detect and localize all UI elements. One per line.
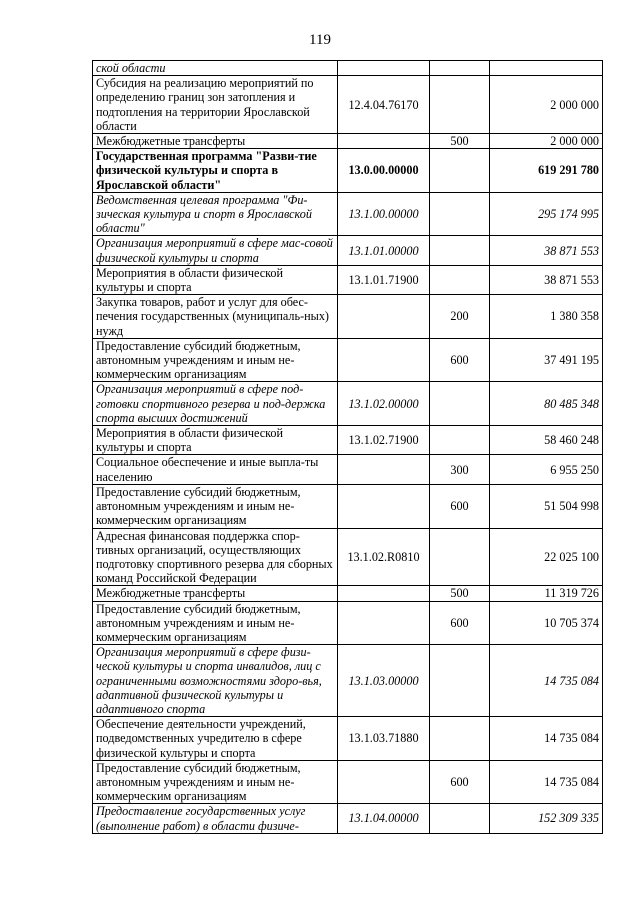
row-expense-type-cell: 600	[430, 601, 490, 645]
row-code-cell: 13.1.04.00000	[338, 804, 430, 833]
table-row	[93, 484, 603, 528]
row-name-cell: Ведомственная целевая программа "Фи-зическая культура и спорт в Ярославской области"	[93, 192, 338, 236]
row-code-cell: 13.1.02.71900	[338, 426, 430, 455]
table-row	[93, 528, 603, 586]
row-amount-cell: 295 174 995	[490, 192, 603, 236]
row-expense-type-cell	[430, 61, 490, 76]
row-code-cell	[338, 61, 430, 76]
table-row	[93, 149, 603, 193]
row-amount-cell: 10 705 374	[490, 601, 603, 645]
row-code-cell: 13.1.02.R0810	[338, 528, 430, 586]
row-amount-cell: 1 380 358	[490, 295, 603, 339]
row-amount-cell: 38 871 553	[490, 236, 603, 265]
row-amount-cell: 51 504 998	[490, 484, 603, 528]
row-code-cell	[338, 586, 430, 601]
row-name-cell: Социальное обеспечение и иные выпла-ты населению	[93, 455, 338, 484]
row-amount-cell: 14 735 084	[490, 760, 603, 804]
row-code-cell: 13.1.00.00000	[338, 192, 430, 236]
row-amount-cell: 14 735 084	[490, 717, 603, 761]
row-amount-cell: 11 319 726	[490, 586, 603, 601]
row-name-cell: Адресная финансовая поддержка спор-тивных организаций, осуществляющих подготовку спортивного резерва для сборных команд Российской Федерации	[93, 528, 338, 586]
row-code-cell	[338, 760, 430, 804]
table-row	[93, 601, 603, 645]
row-expense-type-cell	[430, 528, 490, 586]
row-name-cell: Предоставление государственных услуг (выполнение работ) в области физиче-	[93, 804, 338, 833]
row-name-cell: Организация мероприятий в сфере под-готовки спортивного резерва и под-держка спорта высших достижений	[93, 382, 338, 426]
row-name-cell: Организация мероприятий в сфере мас-совой физической культуры и спорта	[93, 236, 338, 265]
row-code-cell: 13.1.02.00000	[338, 382, 430, 426]
table-row	[93, 265, 603, 294]
row-code-cell	[338, 484, 430, 528]
row-expense-type-cell: 200	[430, 295, 490, 339]
budget-table	[92, 60, 603, 834]
row-expense-type-cell: 600	[430, 484, 490, 528]
row-name-cell: Организация мероприятий в сфере физи-ческой культуры и спорта инвалидов, лиц с ограниченными возможностями здоро-вья, адаптивной физической культуры и адаптивного спорта	[93, 645, 338, 717]
row-code-cell: 12.4.04.76170	[338, 76, 430, 134]
row-name-cell: Предоставление субсидий бюджетным, автономным учреждениям и иным не-коммерческим организациям	[93, 484, 338, 528]
table-row	[93, 192, 603, 236]
row-code-cell	[338, 601, 430, 645]
row-name-cell: Субсидия на реализацию мероприятий по определению границ зон затопления и подтопления на территории Ярославской области	[93, 76, 338, 134]
row-amount-cell: 58 460 248	[490, 426, 603, 455]
row-name-cell: Государственная программа "Разви-тие физической культуры и спорта в Ярославской области"	[93, 149, 338, 193]
row-expense-type-cell	[430, 265, 490, 294]
table-row	[93, 338, 603, 382]
row-name-cell: Межбюджетные трансферты	[93, 134, 338, 149]
table-row	[93, 586, 603, 601]
row-expense-type-cell	[430, 236, 490, 265]
row-code-cell: 13.1.03.00000	[338, 645, 430, 717]
row-expense-type-cell: 500	[430, 586, 490, 601]
row-expense-type-cell	[430, 717, 490, 761]
row-name-cell: Обеспечение деятельности учреждений, подведомственных учредителю в сфере физической культуры и спорта	[93, 717, 338, 761]
row-expense-type-cell	[430, 76, 490, 134]
row-amount-cell: 152 309 335	[490, 804, 603, 833]
row-amount-cell: 6 955 250	[490, 455, 603, 484]
table-row	[93, 382, 603, 426]
row-amount-cell: 38 871 553	[490, 265, 603, 294]
row-code-cell: 13.1.03.71880	[338, 717, 430, 761]
row-amount-cell: 619 291 780	[490, 149, 603, 193]
row-name-cell: Предоставление субсидий бюджетным, автономным учреждениям и иным не-коммерческим организациям	[93, 338, 338, 382]
row-amount-cell: 2 000 000	[490, 134, 603, 149]
table-row	[93, 717, 603, 761]
row-name-cell: Межбюджетные трансферты	[93, 586, 338, 601]
row-amount-cell: 14 735 084	[490, 645, 603, 717]
row-code-cell	[338, 455, 430, 484]
row-code-cell: 13.1.01.71900	[338, 265, 430, 294]
table-row	[93, 645, 603, 717]
row-amount-cell	[490, 61, 603, 76]
row-name-cell: Предоставление субсидий бюджетным, автономным учреждениям и иным не-коммерческим организациям	[93, 601, 338, 645]
row-name-cell: Мероприятия в области физической культуры и спорта	[93, 265, 338, 294]
table-row	[93, 61, 603, 76]
row-name-cell: Предоставление субсидий бюджетным, автономным учреждениям и иным не-коммерческим организациям	[93, 760, 338, 804]
row-code-cell: 13.0.00.00000	[338, 149, 430, 193]
table-row	[93, 760, 603, 804]
table-row	[93, 804, 603, 833]
row-code-cell	[338, 134, 430, 149]
row-expense-type-cell	[430, 645, 490, 717]
row-expense-type-cell	[430, 192, 490, 236]
table-row	[93, 236, 603, 265]
table-row	[93, 426, 603, 455]
row-name-cell: Мероприятия в области физической культуры и спорта	[93, 426, 338, 455]
row-amount-cell: 37 491 195	[490, 338, 603, 382]
row-expense-type-cell: 500	[430, 134, 490, 149]
row-amount-cell: 80 485 348	[490, 382, 603, 426]
row-code-cell: 13.1.01.00000	[338, 236, 430, 265]
page-number: 119	[309, 32, 331, 48]
table-row	[93, 295, 603, 339]
row-amount-cell: 22 025 100	[490, 528, 603, 586]
row-code-cell	[338, 338, 430, 382]
row-expense-type-cell	[430, 149, 490, 193]
table-row	[93, 455, 603, 484]
table-row	[93, 76, 603, 134]
row-expense-type-cell: 600	[430, 760, 490, 804]
row-expense-type-cell	[430, 804, 490, 833]
row-code-cell	[338, 295, 430, 339]
budget-table-body	[93, 61, 603, 834]
table-row	[93, 134, 603, 149]
row-expense-type-cell: 600	[430, 338, 490, 382]
row-name-cell: ской области	[93, 61, 338, 76]
row-expense-type-cell	[430, 426, 490, 455]
row-expense-type-cell	[430, 382, 490, 426]
row-name-cell: Закупка товаров, работ и услуг для обес-печения государственных (муниципаль-ных) нужд	[93, 295, 338, 339]
row-amount-cell: 2 000 000	[490, 76, 603, 134]
row-expense-type-cell: 300	[430, 455, 490, 484]
